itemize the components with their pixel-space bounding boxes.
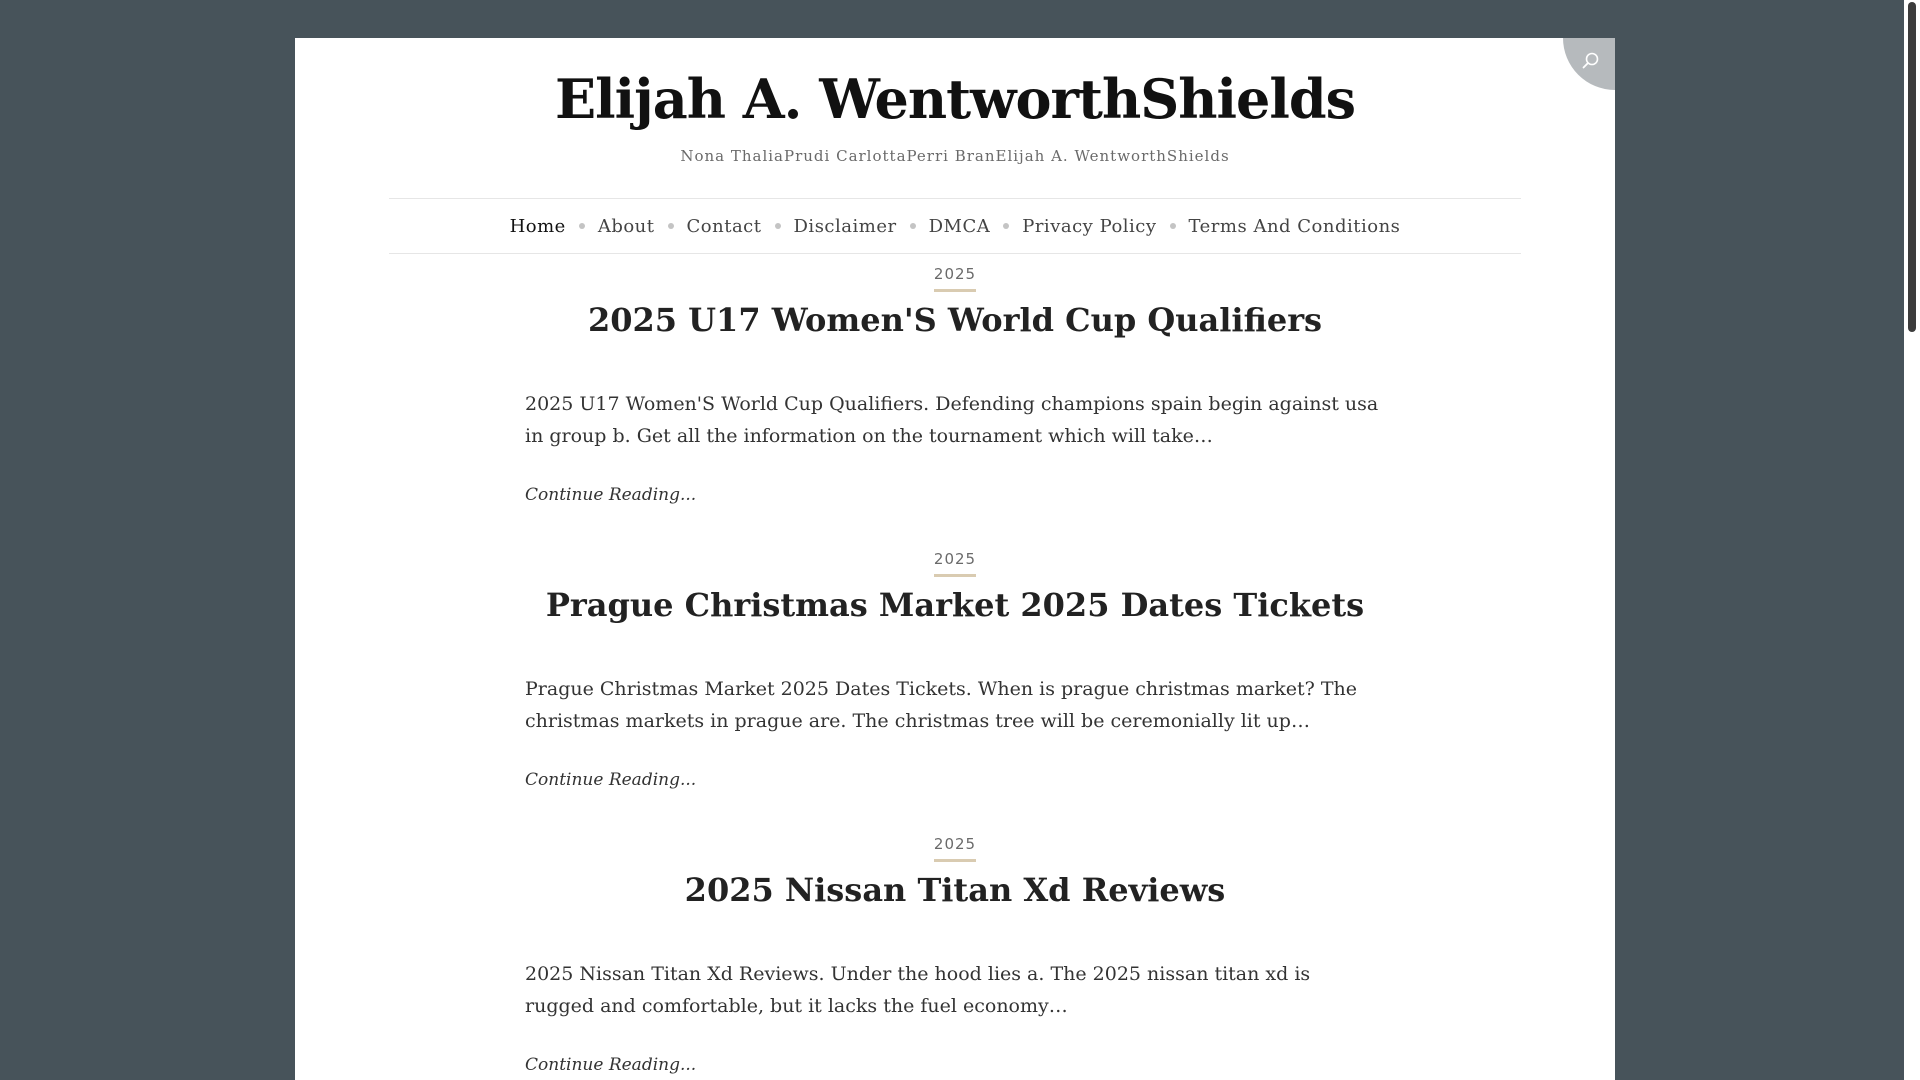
site-title-link[interactable]: Elijah A. WentworthShields xyxy=(554,67,1356,131)
post-category xyxy=(525,834,1385,862)
vertical-scrollbar[interactable] xyxy=(1904,0,1920,1080)
continue-reading-link[interactable]: Continue Reading... xyxy=(525,485,697,505)
nav-item-about[interactable]: About xyxy=(597,215,655,237)
nav-item-dmca[interactable]: DMCA xyxy=(928,215,991,237)
nav-separator xyxy=(668,223,674,229)
post-category-link[interactable]: 2025 xyxy=(934,550,976,577)
nav-separator xyxy=(910,223,916,229)
main-navigation xyxy=(389,198,1521,254)
post-excerpt: Prague Christmas Market 2025 Dates Tickets. When is prague christmas market? The christmas markets in prague are. The christmas tree will be ceremonially lit up… xyxy=(525,678,1358,732)
post-title-link[interactable]: 2025 Nissan Titan Xd Reviews xyxy=(684,871,1226,909)
scrollbar-thumb[interactable] xyxy=(1908,2,1916,332)
site-title xyxy=(295,68,1615,130)
nav-separator xyxy=(775,223,781,229)
post-category-link[interactable]: 2025 xyxy=(934,835,976,862)
post-title-link[interactable]: Prague Christmas Market 2025 Dates Tickets xyxy=(545,586,1365,624)
nav-item-home[interactable]: Home xyxy=(509,215,566,237)
nav-item-privacy-policy[interactable]: Privacy Policy xyxy=(1022,215,1157,237)
post-title xyxy=(425,300,1485,340)
post-title-link[interactable]: 2025 U17 Women'S World Cup Qualifiers xyxy=(587,301,1323,339)
post-excerpt: 2025 U17 Women'S World Cup Qualifiers. Defending champions spain begin against usa in group b. Get all the information on the tournament which will take… xyxy=(525,393,1379,447)
continue-reading-link[interactable]: Continue Reading... xyxy=(525,1055,697,1075)
site-tagline: Nona ThaliaPrudi CarlottaPerri BranElijah A. WentworthShields xyxy=(680,147,1230,165)
nav-separator xyxy=(1003,223,1009,229)
post-category xyxy=(525,264,1385,292)
post-excerpt: 2025 Nissan Titan Xd Reviews. Under the hood lies a. The 2025 nissan titan xd is rugged and comfortable, but it lacks the fuel economy… xyxy=(525,963,1311,1017)
page-container xyxy=(295,38,1615,1080)
nav-item-contact[interactable]: Contact xyxy=(686,215,762,237)
continue-reading-link[interactable]: Continue Reading... xyxy=(525,770,697,790)
post-category-link[interactable]: 2025 xyxy=(934,265,976,292)
post-title xyxy=(425,870,1485,910)
nav-separator xyxy=(579,223,585,229)
post-category xyxy=(525,549,1385,577)
post-title xyxy=(425,585,1485,625)
nav-separator xyxy=(1170,223,1176,229)
nav-item-terms[interactable]: Terms And Conditions xyxy=(1188,215,1401,237)
nav-item-disclaimer[interactable]: Disclaimer xyxy=(793,215,897,237)
